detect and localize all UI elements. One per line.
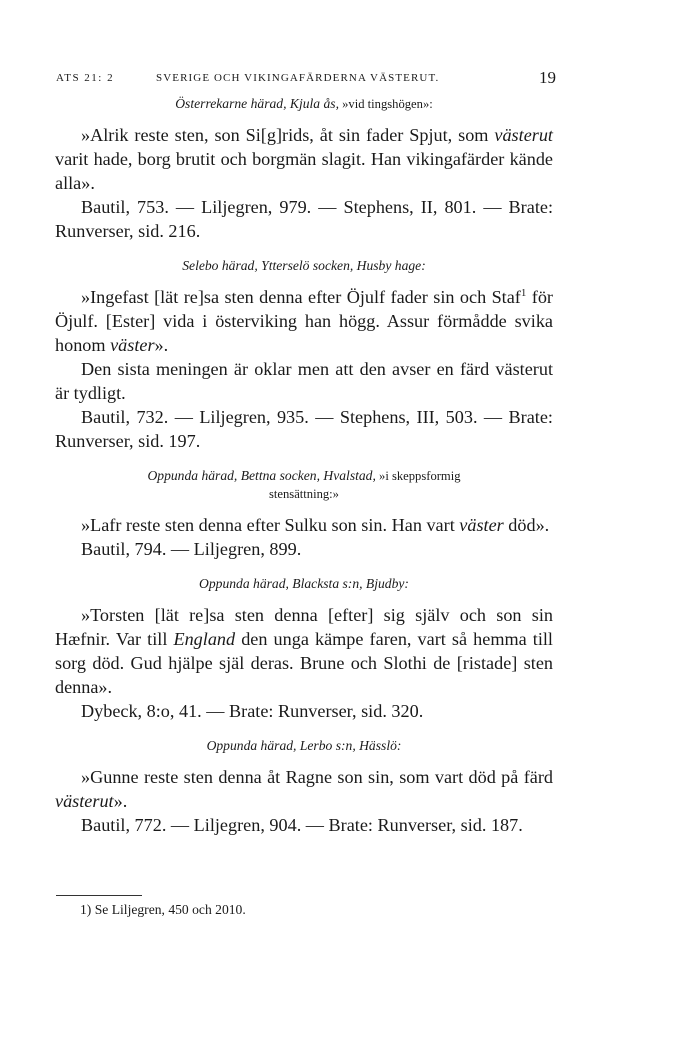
inscription-translation [55, 765, 553, 813]
text-run: ». [113, 791, 128, 811]
journal-reference: ATS 21: 2 [56, 72, 115, 84]
inscription-entry [55, 257, 553, 453]
emphasized-word: väster [110, 335, 155, 355]
footnote [80, 902, 246, 918]
text-run: varit hade, borg brutit och borgmän slagit. Han vikingafärder kände alla». [55, 149, 553, 193]
heading-note: »vid tingshögen»: [338, 97, 433, 111]
main-text [55, 95, 553, 837]
inscription-entry [55, 575, 553, 723]
inscription-entry [55, 95, 553, 243]
heading-place: Oppunda härad, Bettna socken, Hvalstad, [147, 468, 376, 483]
text-run: »Gunne reste sten denna åt Ragne son sin, som vart död på färd [81, 767, 553, 787]
inscription-translation [55, 603, 553, 699]
text-run: för Öjulf. [Ester] vida i österviking han högg. Assur förmådde svika honom [55, 287, 553, 355]
heading-note: »i skeppsformig [375, 469, 461, 483]
emphasized-word: England [173, 629, 236, 649]
references: Dybeck, 8:o, 41. — Brate: Runverser, sid. 320. [81, 701, 424, 721]
footnote-divider [56, 895, 142, 896]
entry-location-heading: Oppunda härad, Blacksta s:n, Bjudby: [199, 576, 409, 591]
footnote-number: 1) [80, 902, 92, 917]
heading-note-continued: stensättning:» [269, 487, 339, 501]
entry-location-heading: Selebo härad, Ytterselö socken, Husby hage: [182, 258, 426, 273]
text-run: »Alrik reste sten, son Si[g]rids, åt sin fader Spjut, som [81, 125, 495, 145]
text-run: »Ingefast [lät re]sa sten denna efter Öjulf fader sin och Staf [81, 287, 521, 307]
inscription-translation [55, 285, 553, 357]
entry-location-heading [55, 467, 553, 503]
entry-location-heading: Oppunda härad, Lerbo s:n, Hässlö: [206, 738, 402, 753]
text-run: ». [154, 335, 169, 355]
inscription-translation [55, 513, 553, 537]
heading-place: Österrekarne härad, Kjula ås, [175, 96, 339, 111]
text-run: »Lafr reste sten denna efter Sulku son sin. Han vart [81, 515, 460, 535]
references: Bautil, 794. — Liljegren, 899. [81, 539, 302, 559]
footnote-text: Se Liljegren, 450 och 2010. [91, 902, 246, 917]
running-header [56, 68, 556, 90]
inscription-entry [55, 467, 553, 561]
inscription-translation [55, 123, 553, 195]
inscription-entry [55, 737, 553, 837]
references: Bautil, 732. — Liljegren, 935. — Stephens, III, 503. — Brate: Runverser, sid. 197. [55, 407, 553, 451]
emphasized-word: väster [459, 515, 504, 535]
text-run: den unga kämpe faren, vart så hemma till sorg död. Gud hjälpe själ deras. Brune och Slothi de [ristade] sten denna». [55, 629, 553, 697]
running-title: SVERIGE OCH VIKINGAFÄRDERNA VÄSTERUT. [156, 72, 440, 84]
emphasized-word: västerut [494, 125, 553, 145]
emphasized-word: västerut [55, 791, 114, 811]
references: Bautil, 753. — Liljegren, 979. — Stephens, II, 801. — Brate: Runverser, sid. 216. [55, 197, 553, 241]
references: Bautil, 772. — Liljegren, 904. — Brate: Runverser, sid. 187. [81, 815, 523, 835]
commentary: Den sista meningen är oklar men att den avser en färd västerut är tydligt. [55, 359, 553, 403]
text-run: död». [503, 515, 550, 535]
footnote-marker: 1 [520, 286, 527, 299]
page-number: 19 [539, 68, 556, 87]
text-run: »Torsten [lät re]sa sten denna [efter] sig själv och son sin Hæfnir. Var till [55, 605, 553, 649]
entry-location-heading [55, 95, 553, 113]
